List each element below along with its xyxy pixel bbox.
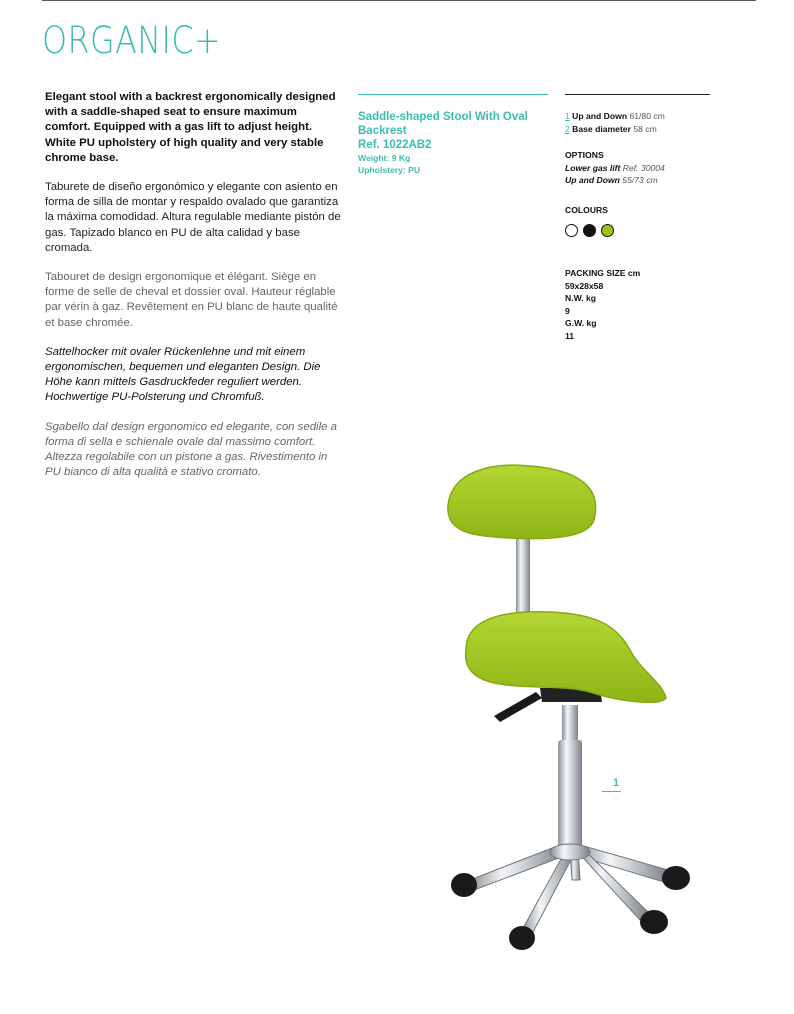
product-rule [358, 94, 548, 95]
packing-size: 59x28x58 [565, 280, 604, 291]
specs-column [565, 110, 765, 342]
dimension-label: Base diameter [572, 123, 631, 134]
specs-rule [565, 94, 710, 95]
colour-swatch-black [583, 224, 596, 237]
colour-swatches [565, 224, 765, 237]
description-fr: Tabouret de design ergonomique et élégant. Siège en forme de selle de cheval et dossier oval. Hauteur réglable par vérin à gaz. Revêtement en PU blanc de haute qualité et base chromée. [45, 271, 338, 329]
colours-section [565, 204, 765, 238]
backrest-cushion [448, 465, 596, 538]
stool-photo [430, 460, 710, 960]
colour-swatch-white [565, 224, 578, 237]
saddle-seat [466, 612, 666, 703]
product-info [358, 110, 548, 176]
option-row [565, 174, 765, 187]
option-label: Lower gas lift [565, 162, 621, 173]
gross-weight-label: G.W. kg [565, 318, 597, 328]
dimension-label: Up and Down [572, 111, 628, 121]
callout-line [602, 791, 621, 792]
dimension-row [565, 123, 765, 136]
description-en: Elegant stool with a backrest ergonomically designed with a saddle-shaped seat to ensure maximum comfort. Equipped with a gas lift to adjust height. White PU upholstery of high quality and very stable chrome base. [45, 91, 336, 164]
dimension-row [565, 110, 765, 123]
option-value: Ref. 30004 [622, 162, 665, 173]
height-lever [494, 692, 542, 722]
description-es: Taburete de diseño ergonómico y elegante con asiento en forma de silla de montar y respaldo ovalado que garantiza la máxima comodidad. Altura regulable mediante pistón de gas. Tapizado blanco en PU de alta calidad y base cromada. [45, 181, 341, 254]
product-weight: Weight: 9 Kg [358, 153, 411, 163]
chrome-base [470, 844, 668, 934]
product-name: Saddle-shaped Stool With Oval Backrest [358, 111, 528, 137]
product-upholstery: Upholstery: PU [358, 165, 421, 175]
option-row [565, 162, 765, 175]
brand-title: ORGANIC+ [42, 19, 222, 62]
gross-weight-value: 11 [565, 330, 575, 341]
gas-lift-column [562, 705, 578, 745]
option-label: Up and Down [565, 175, 620, 185]
packing-section [565, 267, 765, 342]
gas-lift-cylinder [558, 740, 582, 850]
description-de: Sattelhocker mit ovaler Rückenlehne und mit einem ergonomischen, bequemen und eleganten Design. Die Höhe kann mittels Gasdruckfeder reguliert werden. Hochwertige PU-Polsterung und Chromfuß. [45, 345, 321, 404]
options-title: OPTIONS [565, 150, 604, 160]
net-weight-label: N.W. kg [565, 293, 597, 303]
dimension-number: 1 [565, 111, 570, 121]
description-column [45, 90, 343, 494]
product-ref: Ref. 1022AB2 [358, 139, 432, 151]
options-section [565, 149, 765, 187]
dimension-value: 61/80 cm [629, 111, 665, 121]
packing-title: PACKING SIZE cm [565, 268, 641, 278]
description-it: Sgabello dal design ergonomico ed elegante, con sedile a forma di sella e schienale ovale dal massimo comfort. Altezza regolabile con un pistone a gas. Rivestimento in PU bianco di alta qualità e stativo cromato. [45, 420, 337, 479]
dimension-number: 2 [565, 123, 570, 134]
callout-number: 1 [613, 777, 620, 789]
option-value: 55/73 cm [622, 175, 658, 185]
colour-swatch-green [601, 224, 614, 237]
colours-title: COLOURS [565, 204, 608, 215]
net-weight-value: 9 [565, 305, 570, 316]
dimension-value: 58 cm [633, 123, 657, 134]
top-rule [42, 0, 756, 1]
